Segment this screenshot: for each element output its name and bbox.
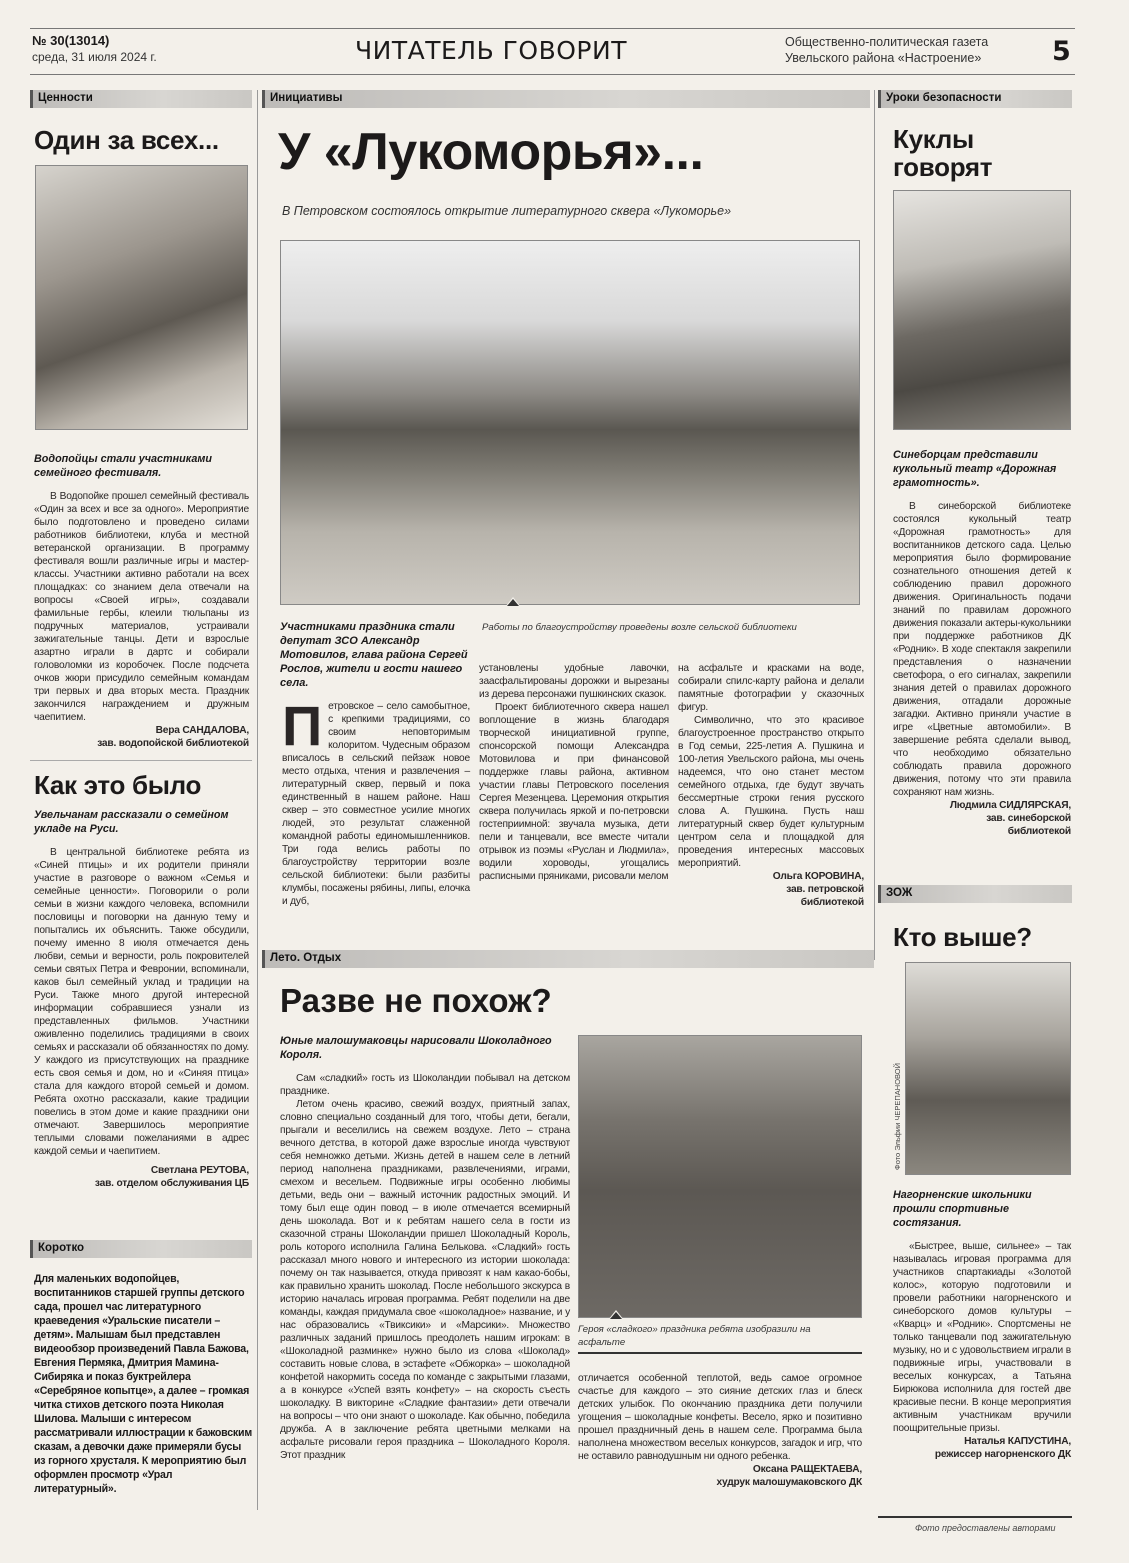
article-body xyxy=(893,1240,1071,1461)
issue-number: № 30(13014) xyxy=(32,33,110,48)
article-body xyxy=(34,490,249,750)
author-role: зав. петровской xyxy=(786,884,864,895)
article-body-continued xyxy=(578,1372,862,1489)
paragraph: Летом очень красиво, свежий воздух, приятный запах, словно специально созданный для того, чтобы дети, бегали, прыгали и веселились на свежем воздухе. Лето – страна вечного детства, в которой даже взрослые иногда чувствуют себя немножко детьми. Жизнь детей в нашем селе в летний период наполнена праздниками, развлечениями, играми, смехом и весельем. Подвижные игры особенно любимы детьми, ведь они – важный источник радостных эмоций. И тому был еще один повод – в июле отмечается всемирный день шоколада. Вот и к ребятам нашего села в гости из сказочной страны Шоколандии пришел Шоколадный Король, роль которого исполнила Галина Белькова. «Сладкий» гость рассказал много нового и интересного из истории шоколада: почему он так называется, откуда привозят к нам какао-бобы, как правильно хранить шоколад. После небольшого экскурса в историю началась игровая программа. Ребят поделили на две команды, каждая придумала свое «шоколадное» название, и у нас образовались «Твиксики» и «Марсики». Множество различных заданий пришлось преодолеть нашим игрокам: в «Шоколадной разминке» нужно было из слова «Шоколад» составить новые слова, в эстафете «Обжорка» – шоколадной конфетой накормить соседа по команде с закрытыми глазами, а в конкурсе «Успей взять конфету» – на скорость съесть шоколадку. В викторине «Сладкие фантазии» дети отвечали на вопросы – что они знают о шоколаде. Как обычно, победила дружба. А в заключение ребята цветными мелками на асфальте рисовали героя праздника – Шоколадного Короля. Этот праздник xyxy=(280,1099,570,1461)
paragraph: Проект библиотечного сквера нашел воплощение в жизнь благодаря творческой инициативной группе, спонсорской помощи Александра Мотовилова и при финансовой поддержке главы района, активном участии главы Петровского поселения Сергея Мезенцева. Церемония открытия сквера получилась яркой и по-петровски гостеприимной: звучала музыка, дети пели и танцевали, все вместе читали отрывок из поэмы «Руслан и Людмила», водили хороводы, угощались расписными пряниками, рисовали мелом xyxy=(479,702,669,882)
paragraph: установлены удобные лавочки, заасфальтированы дорожки и вырезаны из дерева персонажи пушкинских сказок. xyxy=(479,663,669,700)
main-article-subtitle: В Петровском состоялось открытие литературного сквера «Лукоморье» xyxy=(282,204,732,218)
article-lede: Увельчанам рассказали о семейном укладе на Руси. xyxy=(34,809,229,835)
article-lede: Участниками праздника стали депутат ЗСО Александр Мотовилов, глава района Сергей Рослов, жители и гости нашего села. xyxy=(280,621,468,689)
article-title: Один за всех... xyxy=(34,125,219,155)
paragraph: «Быстрее, выше, сильнее» – так называлась игровая программа для участников спартакиады «Золотой колос», которую подготовили и провели работники нагорненского и синеборского домов культуры – «Кварц» и «Родник». Спортсмены не только танцевали под зажигательную музыку, но и с удовольствием играли в подвижные игры, участвовали в веселых конкурсах, а Татьяна Бирюкова исполнила для гостей две красивые песни. В конце мероприятия активным участникам вручили поощрительные призы. xyxy=(893,1241,1071,1434)
rubric-brief: Коротко xyxy=(30,1240,252,1258)
family-festival-photo xyxy=(35,165,248,430)
paragraph: етровское – село самобытное, с крепкими традициями, со своим неповторимым колоритом. Чудесным образом вписалось в сельский пейзаж новое место отдыха, чтения и развлечения – литературный сквер, первый и пока единственный в нашем районе. Наш сквер – это совместное усилие многих людей, это результат слаженной командной работы единомышленников. Три года велись работы по благоустройству территории возле сельской библиотеки: были разбиты клумбы, посажены рябины, липы, елочка и дуб, xyxy=(282,701,470,907)
divider xyxy=(878,1516,1072,1518)
page-number: 5 xyxy=(1052,36,1071,67)
divider xyxy=(578,1352,862,1354)
author-name: Ольга КОРОВИНА, xyxy=(772,871,864,882)
article-lede: Синеборцам представили кукольный театр «Дорожная грамотность». xyxy=(893,449,1057,489)
article-lede: Нагорненские школьники прошли спортивные состязания. xyxy=(893,1189,1032,1229)
title-line: Куклы xyxy=(893,124,974,154)
paragraph: на асфальте и красками на воде, собирали спилс-карту района и делали памятные фотографии у сказочных фигур. xyxy=(678,663,864,713)
article-lede: Юные малошумаковцы нарисовали Шоколадного Короля. xyxy=(280,1035,552,1061)
paragraph: Символично, что это красивое благоустроенное пространство открыто в Год семьи, 225-летия А. Пушкина и 100-летия Увельского района, мы очень надеемся, что оно станет местом семейного отдыха, где будут звучать бессмертные строки гения русского слова А. Пушкина. Пусть наш литературный сквер будет культурным центром села и площадкой для проведения интересных массовых мероприятий. xyxy=(678,715,864,869)
article-column-2 xyxy=(479,662,669,883)
sports-competition-photo xyxy=(905,962,1071,1175)
article-title xyxy=(893,125,992,181)
author-name: Вера САНДАЛОВА, xyxy=(155,725,249,736)
divider xyxy=(30,760,252,761)
author-name: Людмила СИДЛЯРСКАЯ, xyxy=(949,800,1071,811)
photo-credit: Фото Эльфии ЧЕРЕПАНОВОЙ xyxy=(893,1063,902,1170)
column-divider xyxy=(874,90,875,960)
brief-text: Для маленьких водопойцев, воспитанников старшей группы детского сада, прошел час литературного краеведения «Уральские писатели – детям». Малышам был представлен видеообзор произведений Павла Бажова, Евгения Пермяка, Дмитрия Мамина-Сибиряка и показ буктрейлера «Серебряное копытце», а далее – громкая читка стихов детского поэта Николая Шилова. Малыши с интересом рассматривали иллюстрации к бажовским сказам, а девочки даже примеряли бусы из горного хрусталя. К мероприятию был оформлен просмотр «Урал литературный». xyxy=(34,1273,252,1495)
caption-pointer-icon xyxy=(608,1310,624,1320)
author-role: режиссер нагорненского ДК xyxy=(934,1449,1071,1460)
author-role: зав. отделом обслуживания ЦБ xyxy=(94,1178,249,1189)
issue-date: среда, 31 июля 2024 г. xyxy=(32,50,157,64)
author-name: Светлана РЕУТОВА, xyxy=(150,1165,249,1176)
article-lede: Водопойцы стали участниками семейного фестиваля. xyxy=(34,453,212,479)
paper-name-line1: Общественно-политическая газета xyxy=(785,35,989,49)
author-role: библиотекой xyxy=(800,897,864,908)
rubric-safety: Уроки безопасности xyxy=(878,90,1072,108)
author-role: зав. синеборской xyxy=(986,813,1071,824)
paper-name-line2: Увельского района «Настроение» xyxy=(785,51,982,65)
article-column-3 xyxy=(678,662,864,909)
author-role: худрук малошумаковского ДК xyxy=(716,1477,862,1488)
rubric-healthy-lifestyle: ЗОЖ xyxy=(878,885,1072,903)
puppet-theater-photo xyxy=(893,190,1071,430)
footer-photo-credit: Фото предоставлены авторами xyxy=(915,1523,1056,1533)
title-line: говорят xyxy=(893,152,993,182)
paragraph: Сам «сладкий» гость из Шоколандии побывал на детском празднике. xyxy=(280,1073,570,1097)
paragraph: В центральной библиотеке ребята из «Синей птицы» и их родители приняли участие в разговоре о важном «Семья и семейные ценности». Поговорили о роли семьи в жизни каждого человека, вспомнили пословицы и поговорки на данную тему и попытались их объяснить. Также обсудили, почему именно 8 июля отмечается день любви, семьи и верности, роль покровителей семьи святых Петра и Февронии, вспоминали, каков был семейный уклад и традиции на Руси. Также много другой интересной информации собравшиеся узнали из представленных фильмов. Участники оживленно поделились традициями в своих семьях и рассказали об обязанностях по дому. У каждого из присутствующих на празднике есть своя семья и дом, но и «Синяя птица» стала для каждого второй семьей и домом. Ребята охотно рассказали, какие традиции повелись в этом доме и какие праздники они отмечают. Завершилось мероприятие теплыми словами пожеланиями в адрес каждой семьи и чаепитием. xyxy=(34,847,249,1157)
article-body xyxy=(34,846,249,1190)
section-title: ЧИТАТЕЛЬ ГОВОРИТ xyxy=(355,36,627,65)
photo-caption: Героя «сладкого» праздника ребята изобразили на асфальте xyxy=(578,1324,811,1348)
header-bottom-rule xyxy=(30,74,1075,75)
article-title: Разве не похож? xyxy=(280,982,552,1019)
column-divider xyxy=(257,90,258,1510)
article-body xyxy=(893,500,1071,838)
drop-cap: П xyxy=(282,694,323,757)
photo-caption: Работы по благоустройству проведены возле сельской библиотеки xyxy=(482,622,797,633)
lukomorye-opening-photo xyxy=(280,240,860,605)
main-article-title: У «Лукоморья»... xyxy=(278,123,704,181)
author-role: зав. водопойской библиотекой xyxy=(97,738,249,749)
rubric-summer: Лето. Отдых xyxy=(262,950,874,968)
rubric-initiatives: Инициативы xyxy=(262,90,870,108)
author-name: Наталья КАПУСТИНА, xyxy=(964,1436,1071,1447)
article-column-1 xyxy=(282,694,470,908)
author-name: Оксана РАЩЕКТАЕВА, xyxy=(752,1464,862,1475)
author-role: библиотекой xyxy=(1007,826,1071,837)
rubric-values: Ценности xyxy=(30,90,252,108)
article-title: Как это было xyxy=(34,770,202,800)
article-title: Кто выше? xyxy=(893,922,1032,952)
paragraph: В синеборской библиотеке состоялся кукольный театр «Дорожная грамотность» для воспитанников детского сада. Целью мероприятия было формирование сознательного отношения детей к соблюдению правил дорожного движения. Оригинальность подачи знаний по правилам дорожного движения показали актеры-кукольники при поддержке работников ДК «Родник». В ходе спектакля закрепили представления о назначении светофора, о его сигналах, закрепили знания детей о правилах дорожного движения, отгадали дорожные загадки. Активно приняли участие в игре «Цветные автомобили». В завершение ребята сделали вывод, что необходимо обязательно соблюдать правила дорожного движения, потому что эти правила сохраняют нам жизнь. xyxy=(893,501,1071,798)
paragraph: отличается особенной теплотой, ведь самое огромное счастье для каждого – это сияние детских глаз и блеск детских улыбок. По окончанию праздника дети получили угощения – шоколадные конфеты. Весело, ярко и позитивно прошел праздничный день в нашем селе. Программа была наполнена множеством веселых конкурсов, загадок и игр, что не оставило равнодушным ни одного ребенка. xyxy=(578,1373,862,1462)
article-body xyxy=(280,1072,570,1462)
chocolate-king-drawing-photo xyxy=(578,1035,862,1318)
header-top-rule xyxy=(30,28,1075,29)
paragraph: В Водопойке прошел семейный фестиваль «Один за всех и все за одного». Мероприятие было подготовлено и проведено силами работников библиотеки, клуба и местной ветеранской организации. В программу фестиваля вошли различные игры и мастер-классы. Участники активно работали на всех площадках: со знанием дела отвечали на вопросы «Своей игры», создавали фамильные гербы, клеили тюльпаны из подручных материалов, устраивали зажигательные танцы. Дети и взрослые азартно играли в дартс и собирали головоломки из коробочек. После подсчета очков жюри присудило семейным командам три первых и два вторых места. Праздник закончился награждением и дружным чаепитием. xyxy=(34,491,249,723)
caption-pointer-icon xyxy=(505,597,521,607)
